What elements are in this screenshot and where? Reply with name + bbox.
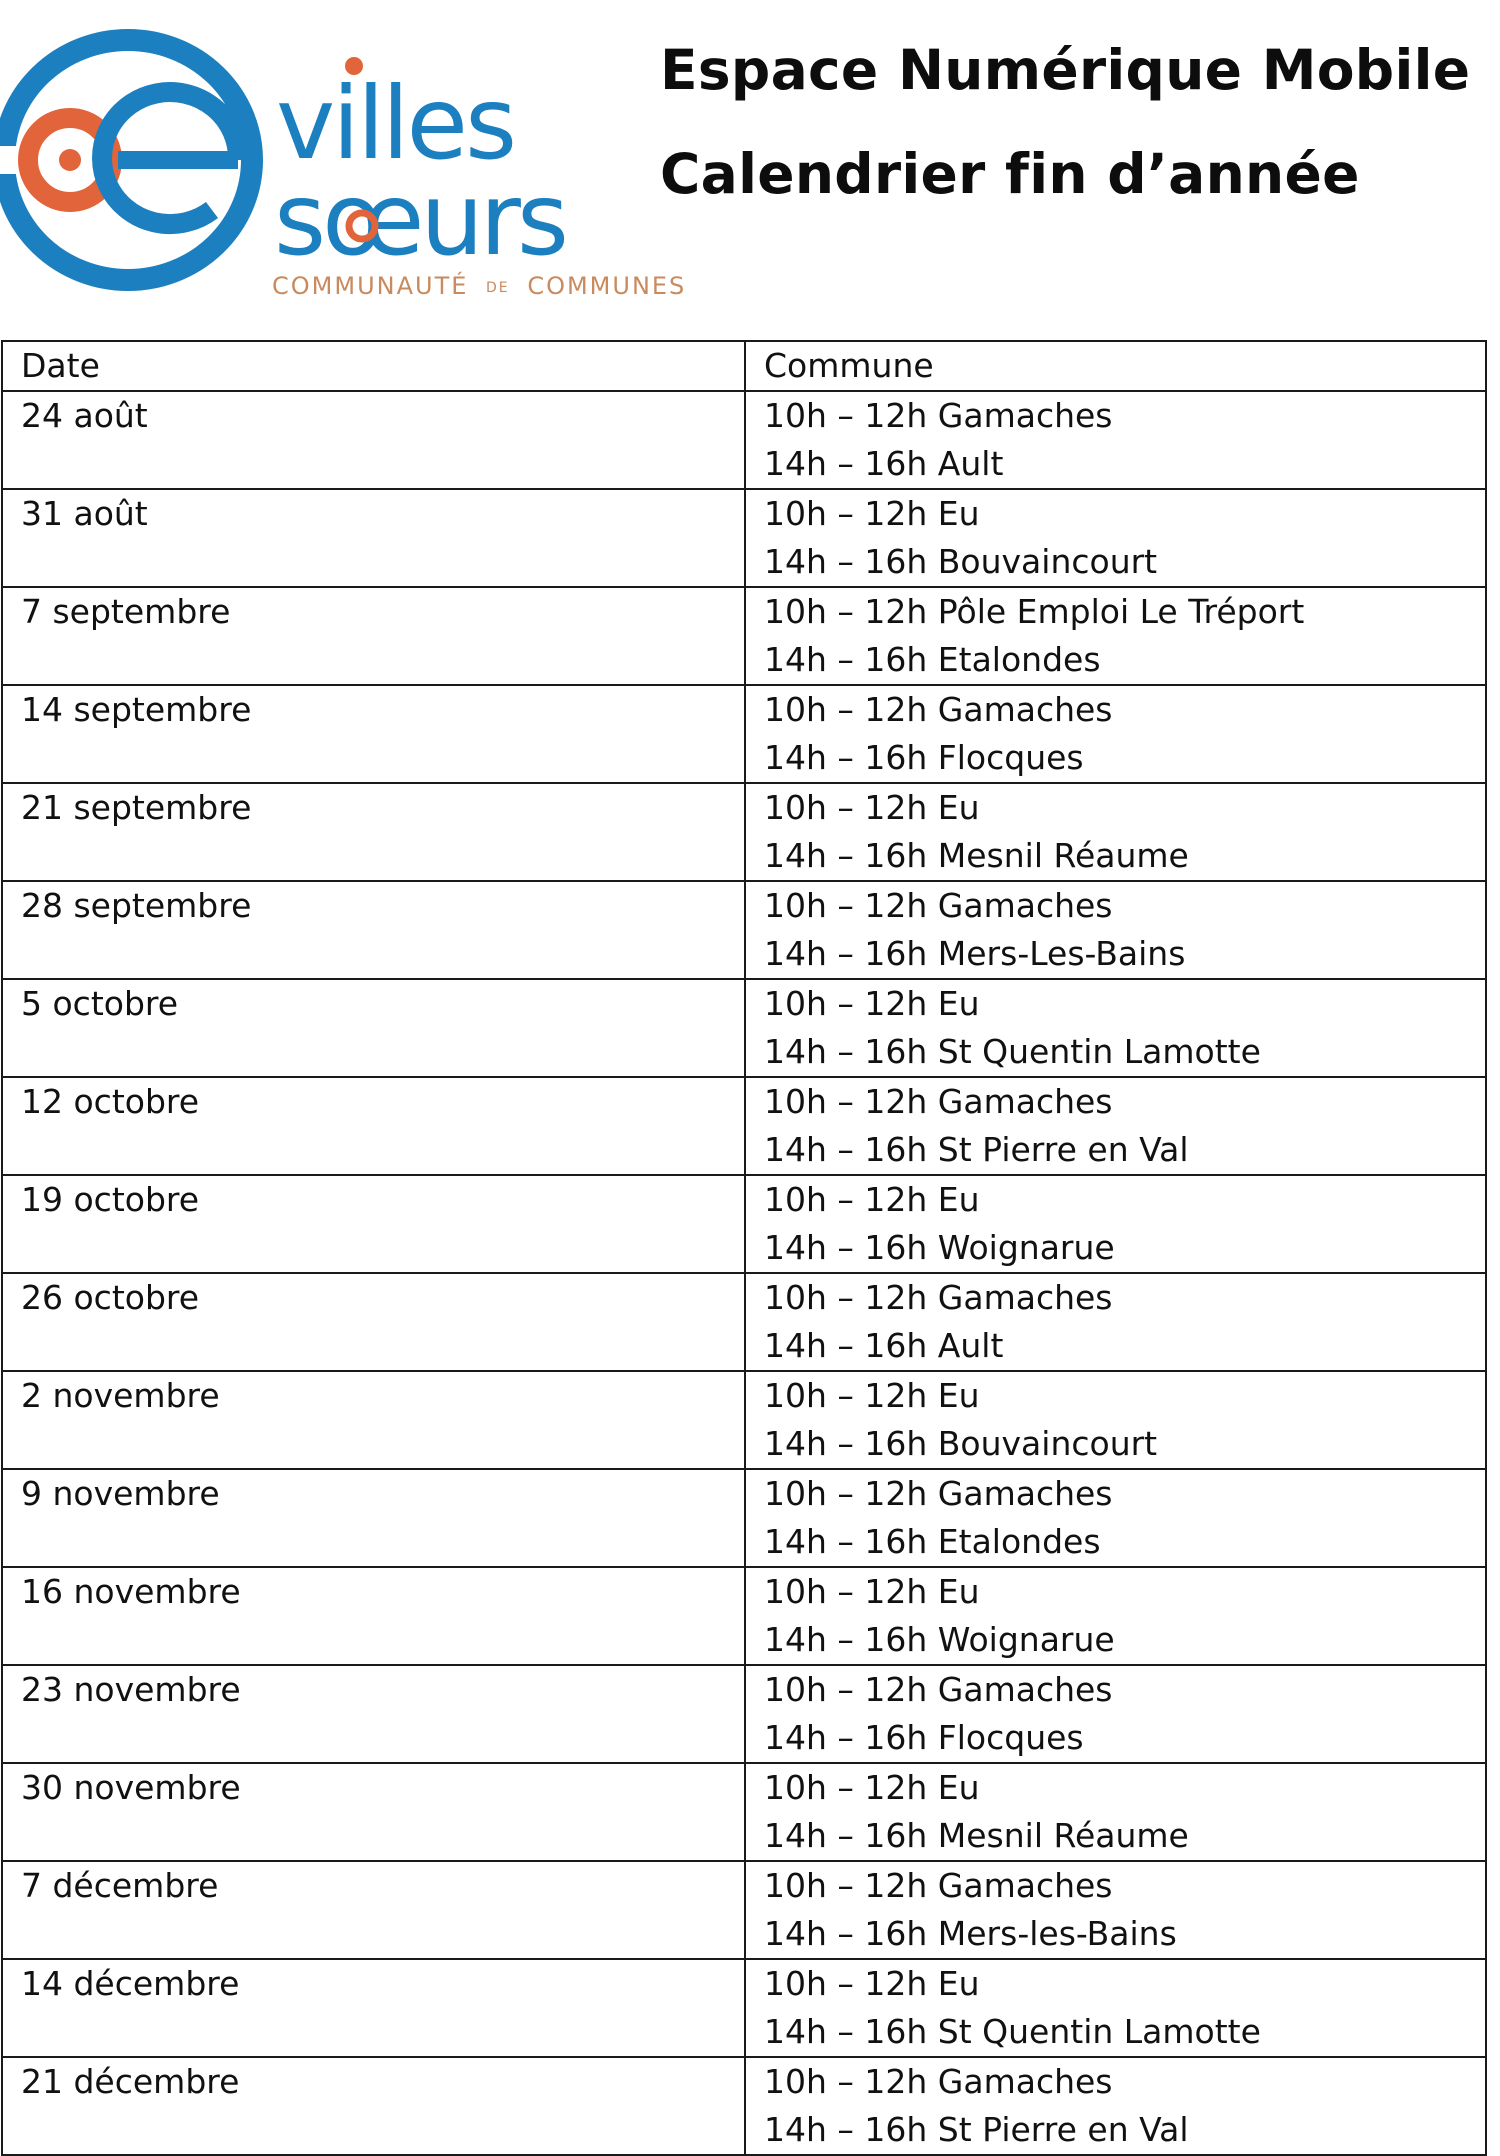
morning-slot: 10h – 12h Gamaches: [764, 690, 1113, 729]
morning-slot: 10h – 12h Gamaches: [764, 1866, 1113, 1905]
afternoon-slot: 14h – 16h Mers-les-Bains: [764, 1914, 1177, 1953]
table-row: [2, 489, 1486, 587]
logo-mark-text: oe: [128, 327, 131, 329]
commune-cell: [745, 881, 1486, 979]
logo-word-villes: villes: [276, 65, 515, 182]
date-cell: [2, 783, 745, 881]
morning-slot: 10h – 12h Eu: [764, 788, 980, 827]
date-cell: [2, 391, 745, 489]
morning-slot: 10h – 12h Gamaches: [764, 886, 1113, 925]
afternoon-slot: 14h – 16h Flocques: [764, 738, 1084, 777]
date-cell: [2, 489, 745, 587]
morning-slot: 10h – 12h Gamaches: [764, 1670, 1113, 1709]
schedule-table: [1, 340, 1487, 2156]
table-row: [2, 1567, 1486, 1665]
table-row: [2, 1273, 1486, 1371]
commune-cell: [745, 1175, 1486, 1273]
morning-slot: 10h – 12h Eu: [764, 1572, 980, 1611]
date-text: 23 novembre: [21, 1670, 241, 1709]
date-cell: [2, 685, 745, 783]
morning-slot: 10h – 12h Eu: [764, 1768, 980, 1807]
afternoon-slot: 14h – 16h St Pierre en Val: [764, 2110, 1189, 2149]
table-row: [2, 1861, 1486, 1959]
morning-slot: 10h – 12h Eu: [764, 1964, 980, 2003]
table-row: [2, 783, 1486, 881]
table-row: [2, 587, 1486, 685]
morning-slot: 10h – 12h Gamaches: [764, 1082, 1113, 1121]
page-subtitle: Calendrier fin d’année: [660, 142, 1360, 206]
date-text: 9 novembre: [21, 1474, 220, 1513]
date-cell: [2, 1469, 745, 1567]
table-row: [2, 2057, 1486, 2155]
commune-cell: [745, 1763, 1486, 1861]
commune-cell: [745, 979, 1486, 1077]
commune-cell: [745, 1959, 1486, 2057]
date-cell: [2, 881, 745, 979]
commune-cell: [745, 587, 1486, 685]
afternoon-slot: 14h – 16h Flocques: [764, 1718, 1084, 1757]
afternoon-slot: 14h – 16h Ault: [764, 444, 1004, 483]
date-text: 21 septembre: [21, 788, 252, 827]
date-text: 19 octobre: [21, 1180, 200, 1219]
table-row: [2, 1959, 1486, 2057]
afternoon-slot: 14h – 16h St Pierre en Val: [764, 1130, 1189, 1169]
date-text: 26 octobre: [21, 1278, 200, 1317]
table-row: [2, 391, 1486, 489]
date-text: 14 septembre: [21, 690, 252, 729]
date-cell: [2, 1273, 745, 1371]
date-text: 21 décembre: [21, 2062, 240, 2101]
table-row: [2, 685, 1486, 783]
logo-tagline-communes: COMMUNES: [527, 272, 687, 300]
commune-cell: [745, 1665, 1486, 1763]
date-text: 24 août: [21, 396, 148, 435]
table-row: [2, 881, 1486, 979]
afternoon-slot: 14h – 16h Bouvaincourt: [764, 1424, 1158, 1463]
date-cell: [2, 1175, 745, 1273]
commune-cell: [745, 1861, 1486, 1959]
date-cell: [2, 1861, 745, 1959]
date-text: 31 août: [21, 494, 148, 533]
morning-slot: 10h – 12h Eu: [764, 1376, 980, 1415]
date-cell: [2, 1665, 745, 1763]
afternoon-slot: 14h – 16h Mers-Les-Bains: [764, 934, 1186, 973]
afternoon-slot: 14h – 16h St Quentin Lamotte: [764, 1032, 1261, 1071]
commune-cell: [745, 391, 1486, 489]
morning-slot: 10h – 12h Eu: [764, 1180, 980, 1219]
morning-slot: 10h – 12h Gamaches: [764, 1474, 1113, 1513]
date-text: 30 novembre: [21, 1768, 241, 1807]
date-cell: [2, 979, 745, 1077]
table-row: [2, 1469, 1486, 1567]
date-text: 12 octobre: [21, 1082, 200, 1121]
date-cell: [2, 1371, 745, 1469]
commune-cell: [745, 489, 1486, 587]
table-row: [2, 1077, 1486, 1175]
commune-cell: [745, 1273, 1486, 1371]
logo-word-soeurs: sœurs: [274, 161, 565, 278]
date-cell: [2, 2057, 745, 2155]
table-row: [2, 1175, 1486, 1273]
date-cell: [2, 1763, 745, 1861]
morning-slot: 10h – 12h Gamaches: [764, 1278, 1113, 1317]
morning-slot: 10h – 12h Eu: [764, 494, 980, 533]
date-cell: [2, 587, 745, 685]
morning-slot: 10h – 12h Pôle Emploi Le Tréport: [764, 592, 1305, 631]
afternoon-slot: 14h – 16h Mesnil Réaume: [764, 1816, 1189, 1855]
afternoon-slot: 14h – 16h Etalondes: [764, 1522, 1101, 1561]
logo-villes-soeurs: [0, 28, 687, 329]
commune-cell: [745, 1567, 1486, 1665]
date-text: 7 septembre: [21, 592, 231, 631]
commune-cell: [745, 1469, 1486, 1567]
afternoon-slot: 14h – 16h Etalondes: [764, 640, 1101, 679]
commune-cell: [745, 1371, 1486, 1469]
date-cell: [2, 1959, 745, 2057]
morning-slot: 10h – 12h Eu: [764, 984, 980, 1023]
table-row: [2, 1665, 1486, 1763]
date-text: 2 novembre: [21, 1376, 220, 1415]
table-row: [2, 1763, 1486, 1861]
table-row: [2, 1371, 1486, 1469]
afternoon-slot: 14h – 16h Bouvaincourt: [764, 542, 1158, 581]
commune-cell: [745, 783, 1486, 881]
date-text: 14 décembre: [21, 1964, 240, 2003]
commune-cell: [745, 1077, 1486, 1175]
afternoon-slot: 14h – 16h Mesnil Réaume: [764, 836, 1189, 875]
date-cell: [2, 1567, 745, 1665]
date-text: 5 octobre: [21, 984, 179, 1023]
date-text: 16 novembre: [21, 1572, 241, 1611]
column-header-commune: Commune: [745, 341, 1486, 391]
table-header-row: [2, 341, 1486, 391]
afternoon-slot: 14h – 16h Woignarue: [764, 1620, 1115, 1659]
page-title: Espace Numérique Mobile: [660, 38, 1471, 102]
logo-tagline-communaute: COMMUNAUTÉ: [272, 272, 469, 300]
logo-tagline-de: DE: [486, 280, 510, 296]
afternoon-slot: 14h – 16h Ault: [764, 1326, 1004, 1365]
afternoon-slot: 14h – 16h Woignarue: [764, 1228, 1115, 1267]
header-titles: [660, 18, 1480, 226]
oe-emblem-icon: [0, 40, 252, 280]
commune-cell: [745, 2057, 1486, 2155]
commune-cell: [745, 685, 1486, 783]
morning-slot: 10h – 12h Gamaches: [764, 396, 1113, 435]
table-row: [2, 979, 1486, 1077]
afternoon-slot: 14h – 16h St Quentin Lamotte: [764, 2012, 1261, 2051]
date-text: 7 décembre: [21, 1866, 219, 1905]
date-text: 28 septembre: [21, 886, 252, 925]
date-cell: [2, 1077, 745, 1175]
morning-slot: 10h – 12h Gamaches: [764, 2062, 1113, 2101]
column-header-date: Date: [2, 341, 745, 391]
